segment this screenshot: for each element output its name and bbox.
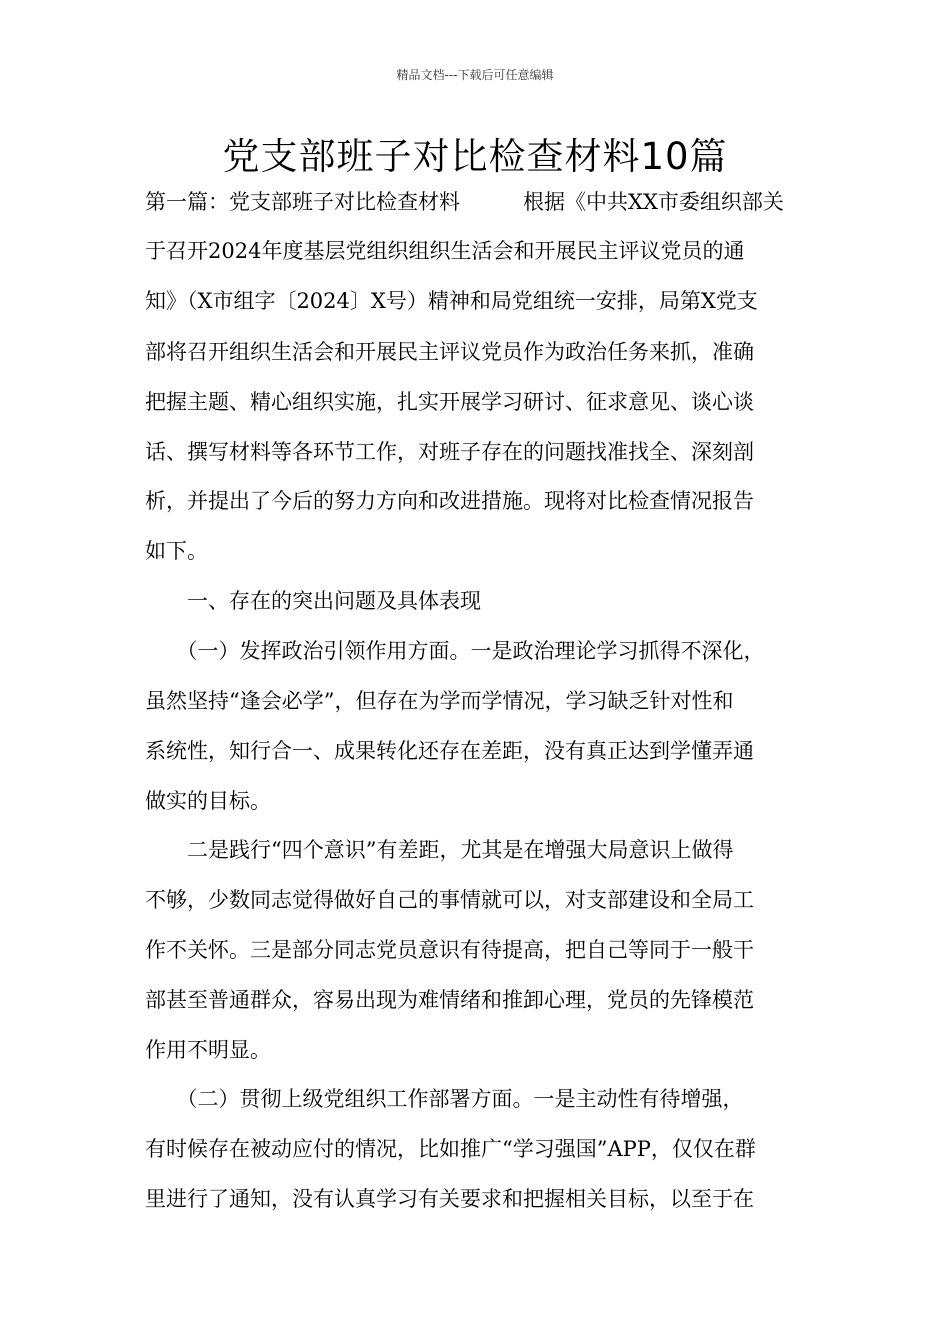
text-line: 里进行了通知，没有认真学习有关要求和把握相关目标，以至于在: [145, 1187, 754, 1211]
text-line: 把握主题、精心组织实施，扎实开展学习研讨、征求意见、谈心谈: [145, 390, 754, 414]
text-line: 部甚至普通群众，容易出现为难情绪和推卸心理，党员的先锋模范: [145, 988, 754, 1012]
text-line: 部将召开组织生活会和开展民主评议党员作为政治任务来抓，准确: [145, 340, 754, 364]
text-line: 二是践行“四个意识”有差距，尤其是在增强大局意识上做得: [145, 838, 734, 862]
text-line: 做实的目标。: [145, 789, 271, 813]
text-line: 于召开2024年度基层党组织组织生活会和开展民主评议党员的通: [145, 239, 745, 263]
text-line: 析，并提出了今后的努力方向和改进措施。现将对比检查情况报告: [145, 489, 754, 513]
text-line: （二）贯彻上级党组织工作部署方面。一是主动性有待增强，: [145, 1087, 744, 1111]
text-line: 有时候存在被动应付的情况，比如推广“学习强国”APP，仅仅在群: [145, 1137, 756, 1161]
text-line: 知》（X市组字〔2024〕X号）精神和局党组统一安排，局第X党支: [145, 289, 758, 313]
page-header: 精品文档---下载后可任意编辑: [396, 68, 554, 82]
text-line: 作用不明显。: [145, 1038, 271, 1062]
text-line: 不够，少数同志觉得做好自己的事情就可以，对支部建设和全局工: [145, 888, 754, 912]
text-line: 话、撰写材料等各环节工作，对班子存在的问题找准找全、深刻剖: [145, 440, 754, 464]
text-line: 第一篇：党支部班子对比检查材料 根据《中共XX市委组织部关: [145, 190, 784, 214]
text-line: 虽然坚持“逢会必学”，但存在为学而学情况，学习缺乏针对性和: [145, 689, 734, 713]
document-title: 党支部班子对比检查材料10篇: [222, 135, 728, 178]
text-line: （一）发挥政治引领作用方面。一是政治理论学习抓得不深化，: [145, 639, 765, 663]
section-heading: 一、存在的突出问题及具体表现: [145, 589, 481, 613]
text-line: 作不关怀。三是部分同志党员意识有待提高，把自己等同于一般干: [145, 938, 754, 962]
text-line: 如下。: [145, 539, 208, 563]
text-line: 系统性，知行合一、成果转化还存在差距，没有真正达到学懂弄通: [145, 739, 754, 763]
